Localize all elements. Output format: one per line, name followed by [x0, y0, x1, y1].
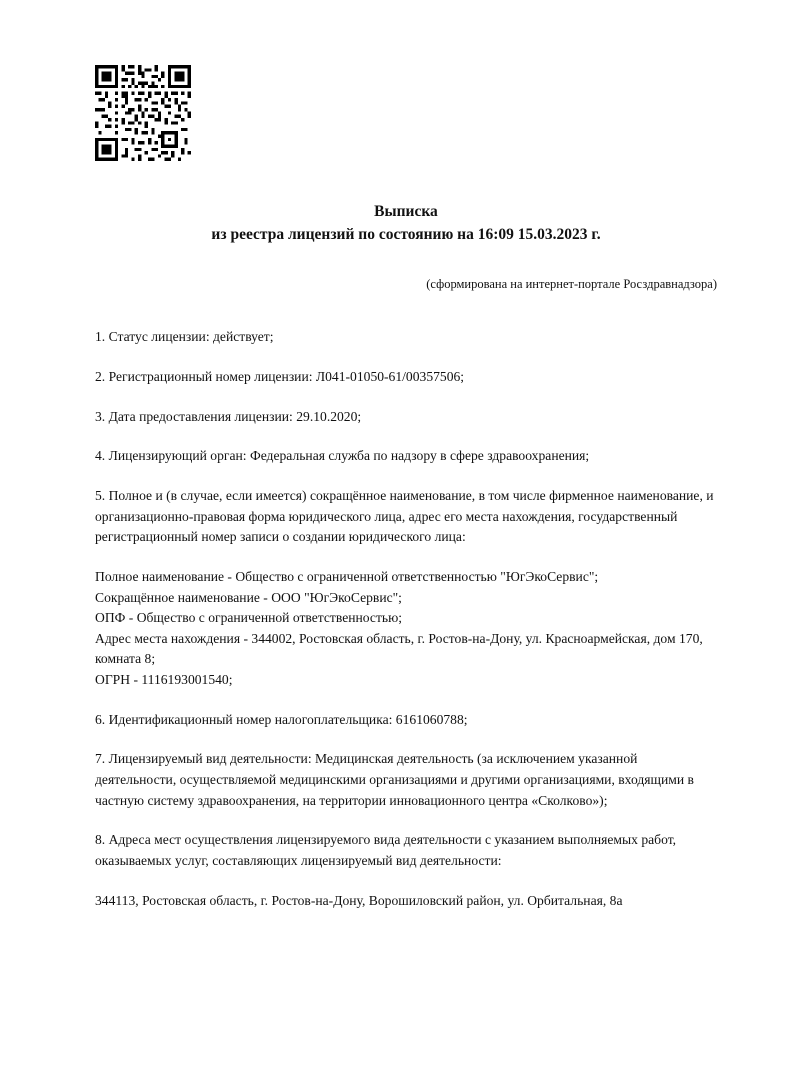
- qr-code-icon: [95, 65, 191, 161]
- entity-full-name: Полное наименование - Общество с ограниченной ответственностью "ЮгЭкоСервис";: [95, 568, 599, 584]
- qr-code: [95, 65, 191, 161]
- item-addresses-intro: 8. Адреса мест осуществления лицензируемого вида деятельности с указанием выполняемых работ, оказываемых услуг, составляющих лицензируемый вид деятельности:: [95, 832, 677, 869]
- item-status: 1. Статус лицензии: действует;: [95, 329, 274, 345]
- entity-short-name: Сокращённое наименование - ООО "ЮгЭкоСервис";: [95, 589, 402, 605]
- item-address-1: 344113, Ростовская область, г. Ростов-на-Дону, Ворошиловский район, ул. Орбитальная, 8а: [95, 892, 623, 908]
- entity-details: [95, 567, 717, 691]
- item-entity-intro: 5. Полное и (в случае, если имеется) сокращённое наименование, в том числе фирменное наименование, и организационно-правовая форма юридического лица, адрес его места нахождения, государственный регистрационный номер записи о создании юридического лица:: [95, 487, 714, 545]
- entity-legal-form: ОПФ - Общество с ограниченной ответственностью;: [95, 610, 403, 626]
- title-line-2: из реестра лицензий по состоянию на 16:09 15.03.2023 г.: [211, 226, 601, 244]
- entity-address: Адрес места нахождения - 344002, Ростовская область, г. Ростов-на-Дону, ул. Красноармейская, дом 170, комната 8;: [95, 630, 703, 667]
- item-licensing-authority: 4. Лицензирующий орган: Федеральная служба по надзору в сфере здравоохранения;: [95, 448, 590, 464]
- entity-ogrn: ОГРН - 1116193001540;: [95, 672, 233, 688]
- source-note: (сформирована на интернет-портале Росздравнадзора): [426, 276, 717, 291]
- item-inn: 6. Идентификационный номер налогоплательщика: 6161060788;: [95, 711, 468, 727]
- document-body: [95, 327, 717, 911]
- item-registration-number: 2. Регистрационный номер лицензии: Л041-01050-61/00357506;: [95, 368, 465, 384]
- item-activity-type: 7. Лицензируемый вид деятельности: Медицинская деятельность (за исключением указанной деятельности, осуществляемой медицинскими организациями и другими организациями, входящими в частную систему здравоохранения, на территории инновационного центра «Сколково»);: [95, 751, 694, 808]
- item-grant-date: 3. Дата предоставления лицензии: 29.10.2020;: [95, 408, 362, 424]
- title-line-1: Выписка: [374, 203, 438, 220]
